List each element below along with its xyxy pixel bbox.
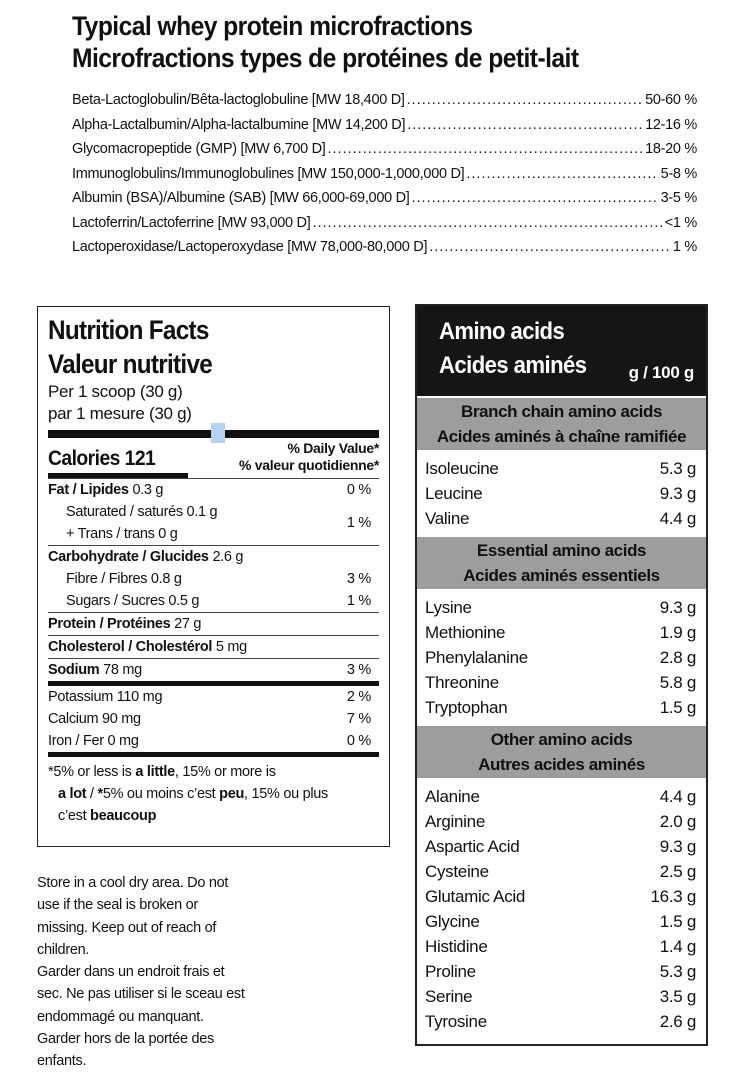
cholesterol-row xyxy=(48,636,379,658)
leader-dots xyxy=(411,190,658,206)
microfraction-label: Beta-Lactoglobulin/Bêta-lactoglobuline [MW 18,400 D] xyxy=(72,92,405,108)
microfraction-value: 50-60 % xyxy=(645,92,697,108)
daily-value-fr: % valeur quotidienne* xyxy=(239,457,379,473)
microfraction-label: Alpha-Lactalbumin/Alpha-lactalbumine [MW 14,200 D] xyxy=(72,116,406,133)
leader-dots xyxy=(407,117,643,133)
fat-row xyxy=(48,479,379,501)
iron-label: Iron / Fer 0 mg xyxy=(48,733,139,749)
amino-unit: g / 100 g xyxy=(628,363,694,382)
microfraction-label: Lactoperoxidase/Lactoperoxydase [MW 78,000-80,000 D] xyxy=(72,239,428,255)
amino-row xyxy=(425,784,696,809)
amino-value: 16.3 g xyxy=(650,887,696,906)
amino-name: Leucine xyxy=(425,484,483,503)
storage-line: Store in a cool dry area. Do not xyxy=(37,875,229,891)
footnote-bold: a little xyxy=(135,764,175,780)
amino-row xyxy=(425,1009,696,1034)
microfractions-title-fr: Microfractions types de protéines de petit-lait xyxy=(72,43,579,73)
fat-amount: 0.3 g xyxy=(132,482,164,498)
protein-row xyxy=(48,613,379,635)
amino-name: Methionine xyxy=(425,623,506,642)
microfraction-label: Immunoglobulins/Immunoglobulines [MW 150,000-1,000,000 D] xyxy=(72,165,465,182)
footnote-text: , 15% ou plus xyxy=(244,786,328,802)
cholesterol-amount: 5 mg xyxy=(215,639,247,655)
fibre-label: Fibre / Fibres 0.8 g xyxy=(66,571,182,587)
amino-list xyxy=(417,452,706,535)
footnote-bold: * xyxy=(97,786,103,802)
amino-value: 2.0 g xyxy=(659,812,696,831)
sodium-amount: 78 mg xyxy=(103,662,142,678)
leader-dots xyxy=(466,166,658,182)
amino-value: 5.8 g xyxy=(659,673,696,692)
microfraction-row xyxy=(72,92,697,117)
section-heading-en: Other amino acids xyxy=(490,730,633,749)
amino-name: Cysteine xyxy=(425,862,489,881)
carb-row xyxy=(48,546,379,568)
amino-row xyxy=(425,620,696,645)
microfraction-row xyxy=(72,215,697,240)
amino-name: Glycine xyxy=(425,912,480,931)
leader-dots xyxy=(328,141,644,157)
sat-trans-pct: 1 % xyxy=(346,515,371,531)
leader-dots xyxy=(429,239,671,255)
amino-name: Valine xyxy=(425,509,470,528)
amino-value: 9.3 g xyxy=(659,484,696,503)
microfraction-row xyxy=(72,141,697,166)
footnote-text: c’est xyxy=(58,808,91,824)
amino-value: 1.9 g xyxy=(659,623,696,642)
amino-section-heading xyxy=(417,537,706,589)
amino-value: 1.5 g xyxy=(659,912,696,931)
potassium-pct: 2 % xyxy=(346,689,371,705)
storage-line: enfants. xyxy=(37,1053,87,1070)
saturated-label: Saturated / saturés 0.1 g xyxy=(66,504,218,520)
amino-section-heading xyxy=(417,398,706,450)
microfraction-value: 12-16 % xyxy=(645,116,697,133)
footnote-text: / xyxy=(86,786,98,802)
microfraction-value: 18-20 % xyxy=(645,141,697,157)
sodium-row xyxy=(48,659,379,681)
section-heading-fr: Acides aminés à chaîne ramifiée xyxy=(436,427,687,446)
footnote-text: , 15% or more is xyxy=(174,764,276,780)
sodium-label: Sodium xyxy=(48,662,100,678)
microfraction-row xyxy=(72,190,697,215)
amino-name: Aspartic Acid xyxy=(425,837,520,856)
selection-highlight xyxy=(211,423,225,443)
amino-title-fr: Acides aminés xyxy=(439,352,587,379)
daily-value-en: % Daily Value* xyxy=(287,440,379,456)
amino-name: Histidine xyxy=(425,937,488,956)
calcium-label: Calcium 90 mg xyxy=(48,711,141,727)
storage-line: endommagé ou manquant. xyxy=(37,1008,204,1025)
footnote-text: *5% or less is xyxy=(48,764,136,780)
amino-row xyxy=(425,506,696,531)
amino-row xyxy=(425,456,696,481)
footnote-bold: peu xyxy=(219,786,245,802)
fibre-pct: 3 % xyxy=(346,571,371,587)
microfraction-value: 1 % xyxy=(672,239,697,255)
section-heading-fr: Acides aminés essentiels xyxy=(463,566,660,585)
amino-header xyxy=(417,306,706,396)
amino-section-heading xyxy=(417,726,706,778)
amino-name: Phenylalanine xyxy=(425,648,528,667)
microfraction-row xyxy=(72,239,697,264)
leader-dots xyxy=(312,215,662,231)
microfraction-value: 5-8 % xyxy=(660,165,697,182)
amino-value: 3.5 g xyxy=(659,987,696,1006)
calories-value: Calories 121 xyxy=(48,447,156,470)
amino-name: Isoleucine xyxy=(425,459,499,478)
amino-row xyxy=(425,670,696,695)
microfraction-row xyxy=(72,117,697,142)
amino-row xyxy=(425,934,696,959)
amino-value: 9.3 g xyxy=(659,837,696,856)
storage-instructions xyxy=(37,872,297,1073)
microfractions-title-en: Typical whey protein microfractions xyxy=(72,11,473,41)
amino-row xyxy=(425,959,696,984)
amino-name: Alanine xyxy=(425,787,480,806)
footnote-bold: beaucoup xyxy=(90,808,157,824)
footnote-bold: a lot xyxy=(58,786,87,802)
microfraction-label: Lactoferrin/Lactoferrine [MW 93,000 D] xyxy=(72,214,311,231)
calories-underline xyxy=(48,473,188,478)
amino-section-essential xyxy=(417,535,706,591)
serving-size-fr: par 1 mesure (30 g) xyxy=(48,404,192,423)
potassium-label: Potassium 110 mg xyxy=(48,689,163,705)
potassium-row xyxy=(48,686,379,708)
amino-row xyxy=(425,809,696,834)
sugars-row xyxy=(48,590,379,612)
amino-row xyxy=(425,884,696,909)
calcium-pct: 7 % xyxy=(346,711,371,727)
amino-value: 9.3 g xyxy=(659,598,696,617)
amino-name: Proline xyxy=(425,962,476,981)
microfractions-list xyxy=(72,92,697,264)
amino-list xyxy=(417,591,706,724)
protein-amount: 27 g xyxy=(174,616,202,632)
carb-label: Carbohydrate / Glucides xyxy=(48,549,209,565)
fibre-row xyxy=(48,568,379,590)
amino-name: Tryptophan xyxy=(425,698,508,717)
sat-trans-row xyxy=(48,501,379,545)
fat-pct: 0 % xyxy=(346,482,371,498)
fat-label: Fat / Lipides xyxy=(48,482,129,498)
amino-value: 1.5 g xyxy=(659,698,696,717)
calcium-row xyxy=(48,708,379,730)
section-heading-en: Essential amino acids xyxy=(476,541,647,560)
amino-row xyxy=(425,481,696,506)
amino-row xyxy=(425,834,696,859)
trans-label: + Trans / trans 0 g xyxy=(66,526,178,542)
amino-value: 2.5 g xyxy=(659,862,696,881)
amino-value: 4.4 g xyxy=(659,787,696,806)
amino-name: Arginine xyxy=(425,812,485,831)
amino-name: Threonine xyxy=(425,673,499,692)
microfractions-section xyxy=(72,10,697,264)
storage-line: children. xyxy=(37,941,90,958)
microfraction-value: 3-5 % xyxy=(660,190,697,206)
daily-value-footnote xyxy=(48,757,379,827)
amino-row xyxy=(425,595,696,620)
amino-section-bcaa xyxy=(417,396,706,452)
calories-row xyxy=(48,438,379,478)
nutrition-title-en: Nutrition Facts xyxy=(48,315,209,345)
serving-size-en: Per 1 scoop (30 g) xyxy=(48,382,183,401)
amino-row xyxy=(425,984,696,1009)
amino-acids-table xyxy=(415,304,708,1046)
amino-name: Lysine xyxy=(425,598,472,617)
protein-label: Protein / Protéines xyxy=(48,616,171,632)
sugars-pct: 1 % xyxy=(346,593,371,609)
storage-line: use if the seal is broken or xyxy=(37,897,198,914)
amino-section-other xyxy=(417,724,706,780)
storage-line: missing. Keep out of reach of xyxy=(37,919,217,936)
microfraction-row xyxy=(72,166,697,191)
amino-value: 5.3 g xyxy=(659,459,696,478)
amino-value: 2.8 g xyxy=(659,648,696,667)
amino-row xyxy=(425,695,696,720)
amino-value: 4.4 g xyxy=(659,509,696,528)
amino-row xyxy=(425,909,696,934)
sodium-pct: 3 % xyxy=(346,662,371,678)
footnote-text: 5% ou moins c’est xyxy=(102,786,220,802)
amino-list xyxy=(417,780,706,1038)
amino-row xyxy=(425,859,696,884)
microfraction-label: Glycomacropeptide (GMP) [MW 6,700 D] xyxy=(72,141,326,157)
microfraction-value: <1 % xyxy=(664,214,697,231)
section-heading-en: Branch chain amino acids xyxy=(460,402,663,421)
leader-dots xyxy=(407,92,643,108)
amino-name: Tyrosine xyxy=(425,1012,487,1031)
amino-name: Glutamic Acid xyxy=(425,887,526,906)
amino-value: 5.3 g xyxy=(659,962,696,981)
carb-amount: 2.6 g xyxy=(212,549,244,565)
daily-value-header xyxy=(239,440,379,478)
section-heading-fr: Autres acides aminés xyxy=(478,755,645,774)
cholesterol-label: Cholesterol / Cholestérol xyxy=(48,639,213,655)
iron-row xyxy=(48,730,379,752)
amino-name: Serine xyxy=(425,987,473,1006)
storage-line: sec. Ne pas utiliser si le sceau est xyxy=(37,986,245,1003)
nutrition-facts-table xyxy=(37,306,390,847)
storage-line: Garder hors de la portée des xyxy=(37,1031,214,1048)
amino-value: 1.4 g xyxy=(659,937,696,956)
amino-value: 2.6 g xyxy=(659,1012,696,1031)
amino-row xyxy=(425,645,696,670)
sugars-label: Sugars / Sucres 0.5 g xyxy=(66,593,200,609)
microfraction-label: Albumin (BSA)/Albumine (SAB) [MW 66,000-69,000 D] xyxy=(72,190,410,206)
amino-title-en: Amino acids xyxy=(439,318,565,345)
storage-line: Garder dans un endroit frais et xyxy=(37,964,225,981)
nutrition-title-fr: Valeur nutritive xyxy=(48,349,213,379)
iron-pct: 0 % xyxy=(346,733,371,749)
